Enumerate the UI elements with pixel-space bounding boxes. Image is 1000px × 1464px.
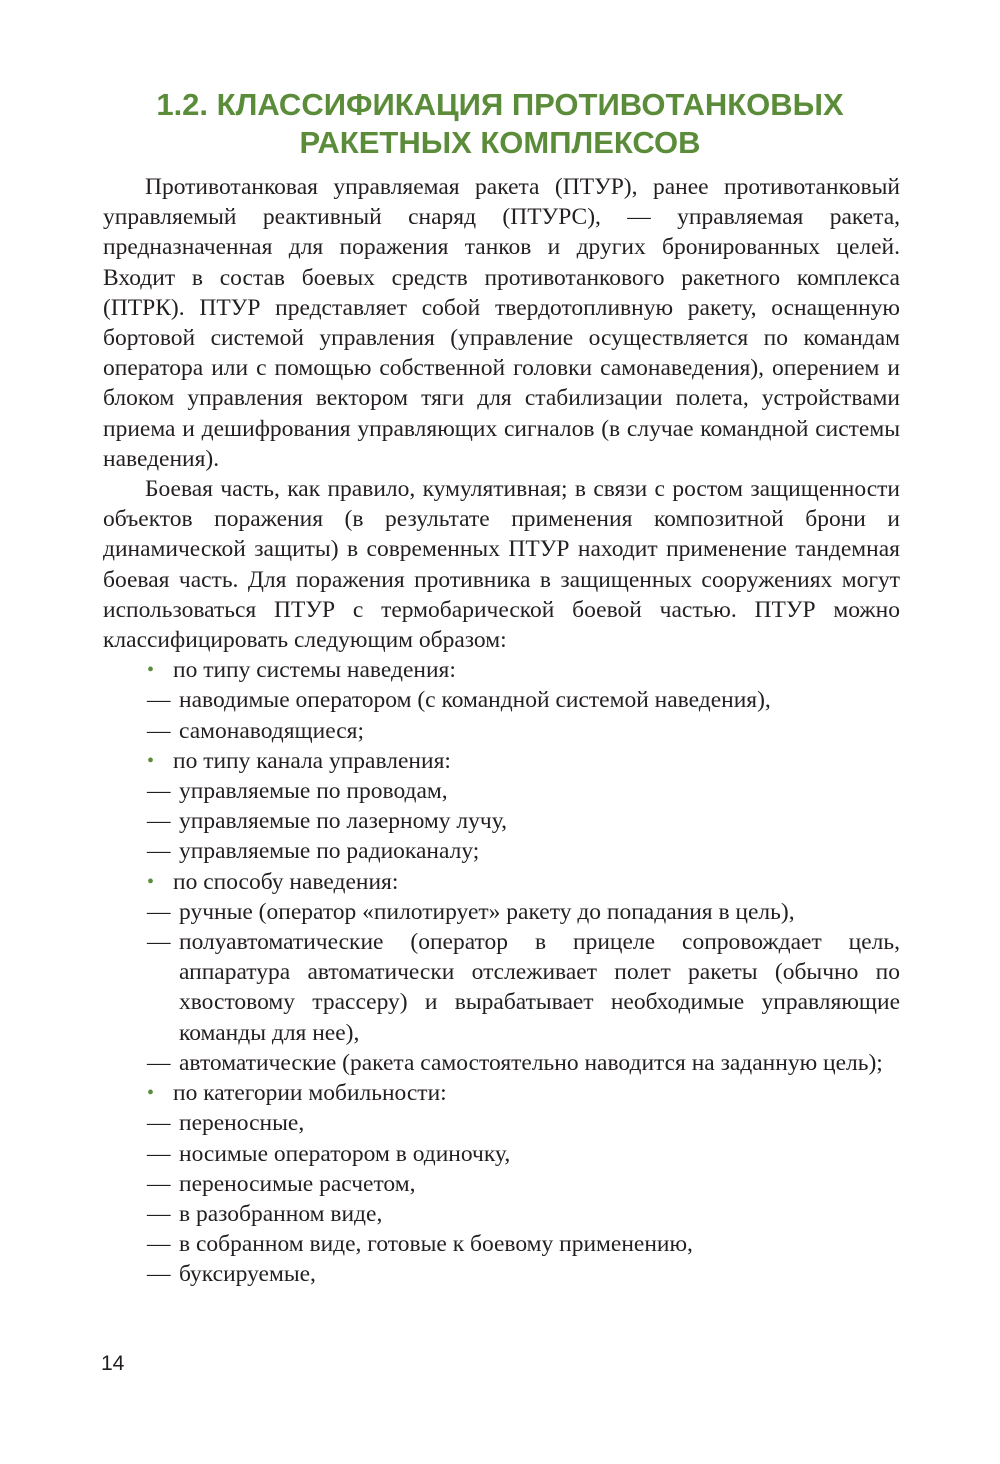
section-title-line-1: 1.2. КЛАССИФИКАЦИЯ ПРОТИВОТАНКОВЫХ [156,87,844,122]
list-item-dash [103,927,900,1048]
list-item-text: самонаводящиеся; [179,717,365,744]
dash-marker: — [147,1110,171,1137]
list-item-text: по типу канала управления: [173,747,451,774]
list-item-text: управляемые по проводам, [179,778,448,805]
dash-marker: — [147,1200,171,1227]
list-item-text: по способу наведения: [173,868,399,895]
classification-list [103,655,900,1289]
dash-marker: — [147,1261,171,1288]
list-item-bullet [103,1078,900,1108]
dash-marker: — [147,1231,171,1258]
list-item-dash [103,1259,900,1289]
list-item-bullet [103,655,900,685]
list-item-text: ручные (оператор «пилотирует» ракету до попадания в цель), [179,898,795,925]
list-item-text: по категории мобильности: [173,1080,447,1107]
dash-marker: — [147,898,171,925]
bullet-marker: • [147,749,155,772]
dash-marker: — [147,687,171,714]
list-item-text: автоматические (ракета самостоятельно наводится на заданную цель); [179,1049,883,1076]
dash-marker: — [147,838,171,865]
list-item-text: в собранном виде, готовые к боевому применению, [179,1231,693,1258]
list-item-text: в разобранном виде, [179,1200,383,1227]
list-item-dash [103,1108,900,1138]
bullet-marker: • [147,870,155,893]
list-item-dash [103,1199,900,1229]
list-item-dash [103,1229,900,1259]
dash-marker: — [147,778,171,805]
list-item-text: наводимые оператором (с командной системой наведения), [179,687,771,714]
list-item-dash [103,1048,900,1078]
list-item-bullet [103,746,900,776]
dash-marker: — [147,929,171,956]
dash-marker: — [147,1049,171,1076]
bullet-marker: • [147,1082,155,1105]
list-item-bullet [103,867,900,897]
list-item-text: по типу системы наведения: [173,657,456,684]
paragraph-1: Противотанковая управляемая ракета (ПТУР), ранее противотанковый управляемый реактивный снаряд (ПТУРС), — управляемая ракета, предназначенная для поражения танков и других бронированных целей. Входит в состав боевых средств противотанкового ракетного комплекса (ПТРК). ПТУР представляет собой твердотопливную ракету, оснащенную бортовой системой управления (управление осуществляется по командам оператора или с помощью собственной головки самонаведения), оперением и блоком управления вектором тяги для стабилизации полета, устройствами приема и дешифрования управляющих сигналов (в случае командной системы наведения). [103,174,900,472]
list-item-dash [103,897,900,927]
list-item-text: буксируемые, [179,1261,316,1288]
page-number: 14 [101,1352,125,1375]
section-title-line-2: РАКЕТНЫХ КОМПЛЕКСОВ [299,125,701,160]
list-item-dash [103,716,900,746]
section-title [100,86,900,162]
list-item-text: управляемые по радиоканалу; [179,838,480,865]
list-item-text: управляемые по лазерному лучу, [179,808,507,835]
list-item-dash [103,806,900,836]
list-item-dash [103,836,900,866]
paragraph-2: Боевая часть, как правило, кумулятивная; в связи с ростом защищенности объектов поражения (в результате применения композитной брони и динамической защиты) в современных ПТУР находит применение тандемная боевая часть. Для поражения противника в защищенных сооружениях могут использоваться ПТУР с термобарической боевой частью. ПТУР можно классифицировать следующим образом: [103,476,900,654]
list-item-dash [103,1139,900,1169]
list-item-text: переносные, [179,1110,305,1137]
list-item-text: носимые оператором в одиночку, [179,1140,511,1167]
list-item-dash [103,1169,900,1199]
dash-marker: — [147,1140,171,1167]
list-item-dash [103,685,900,715]
list-item-dash [103,776,900,806]
list-item-text: переносимые расчетом, [179,1170,416,1197]
dash-marker: — [147,1170,171,1197]
body-text [103,172,900,1290]
list-item-text: полуавтоматические (оператор в прицеле сопровождает цель, аппаратура автоматически отслеживает полет ракеты (обычно по хвостовому трассеру) и вырабатывает необходимые управляющие команды для нее), [179,929,900,1046]
bullet-marker: • [147,659,155,682]
dash-marker: — [147,717,171,744]
dash-marker: — [147,808,171,835]
